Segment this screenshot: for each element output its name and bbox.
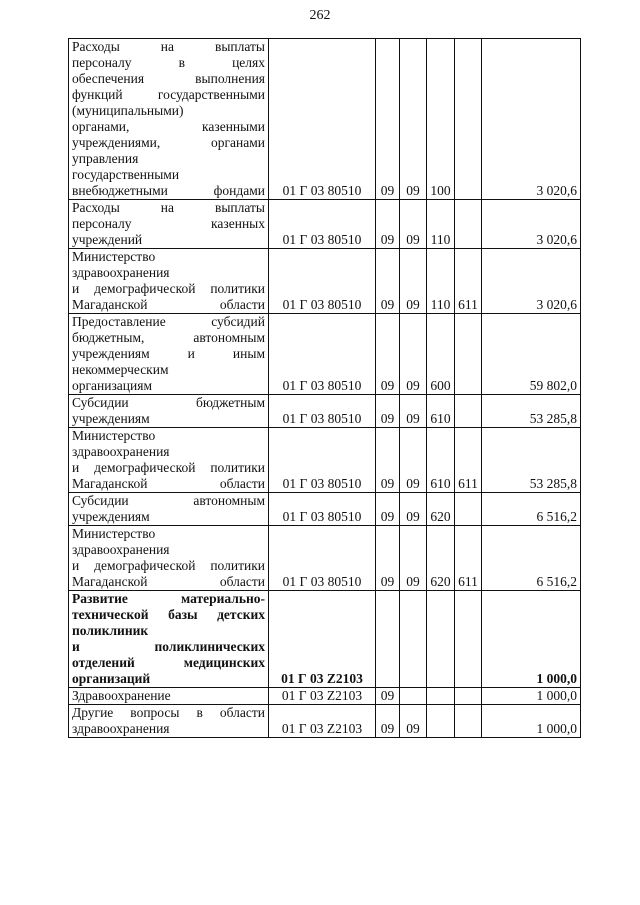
row-name-line: Министерство: [72, 249, 156, 264]
section-code: 09: [376, 39, 400, 200]
row-name-line: организациям: [72, 378, 153, 393]
expense-type-code: [427, 705, 455, 738]
target-article-code: 01 Г 03 Z2103: [269, 688, 376, 705]
row-name-line: некоммерческим: [72, 362, 169, 377]
target-article-code: 01 Г 03 80510: [269, 200, 376, 249]
target-article-code: 01 Г 03 80510: [269, 39, 376, 200]
administrator-code: 611: [455, 526, 482, 591]
subsection-code: 09: [400, 39, 427, 200]
target-article-code: 01 Г 03 80510: [269, 526, 376, 591]
row-name-line: учреждениями, органами: [72, 135, 265, 150]
row-name: [69, 314, 269, 395]
table-row: [69, 39, 581, 200]
row-name-line: функций государственными: [72, 87, 265, 102]
section-code: 09: [376, 705, 400, 738]
row-name-line: Субсидии бюджетным: [72, 395, 265, 410]
administrator-code: [455, 688, 482, 705]
expense-type-code: 620: [427, 493, 455, 526]
row-name-line: Министерство: [72, 526, 156, 541]
row-name-line: Предоставление субсидий: [72, 314, 265, 329]
row-name: [69, 428, 269, 493]
subsection-code: 09: [400, 493, 427, 526]
table-row: [69, 591, 581, 688]
target-article-code: 01 Г 03 80510: [269, 249, 376, 314]
row-name-line: и демографической политики: [72, 460, 265, 475]
amount-value: 3 020,6: [482, 249, 581, 314]
row-name: [69, 39, 269, 200]
administrator-code: 611: [455, 249, 482, 314]
subsection-code: 09: [400, 314, 427, 395]
row-name-line: персоналу казенных: [72, 216, 265, 231]
row-name: [69, 688, 269, 705]
row-name-line: Субсидии автономным: [72, 493, 265, 508]
row-name-line: и демографической политики: [72, 281, 265, 296]
page-number: 262: [309, 8, 331, 23]
row-name-line: и поликлинических: [72, 639, 265, 654]
row-name-line: здравоохранения: [72, 444, 170, 459]
table-row: [69, 705, 581, 738]
row-name-line: технической базы детских: [72, 607, 265, 622]
row-name: [69, 493, 269, 526]
row-name-line: Магаданской области: [72, 574, 265, 589]
row-name-line: отделений медицинских: [72, 655, 265, 670]
amount-value: 53 285,8: [482, 395, 581, 428]
row-name-line: обеспечения выполнения: [72, 71, 265, 86]
row-name: [69, 249, 269, 314]
row-name-line: управления: [72, 151, 139, 166]
table-row: [69, 200, 581, 249]
row-name-line: Магаданской области: [72, 476, 265, 491]
expense-type-code: [427, 591, 455, 688]
row-name-line: (муниципальными): [72, 103, 184, 118]
administrator-code: [455, 314, 482, 395]
expense-type-code: [427, 688, 455, 705]
section-code: 09: [376, 493, 400, 526]
row-name-line: персоналу в целях: [72, 55, 265, 70]
table-row: [69, 493, 581, 526]
amount-value: 59 802,0: [482, 314, 581, 395]
table-row: [69, 249, 581, 314]
target-article-code: 01 Г 03 80510: [269, 395, 376, 428]
table-row: [69, 526, 581, 591]
row-name-line: бюджетным, автономным: [72, 330, 265, 345]
amount-value: 3 020,6: [482, 200, 581, 249]
row-name: [69, 200, 269, 249]
row-name-line: Здравоохранение: [72, 688, 171, 703]
subsection-code: [400, 688, 427, 705]
row-name-line: Министерство: [72, 428, 156, 443]
row-name-line: учреждениям: [72, 411, 150, 426]
expense-type-code: 620: [427, 526, 455, 591]
row-name-line: учреждениям и иным: [72, 346, 265, 361]
administrator-code: [455, 493, 482, 526]
row-name-line: организаций: [72, 671, 151, 686]
budget-table: [68, 38, 581, 738]
row-name: [69, 591, 269, 688]
section-code: 09: [376, 395, 400, 428]
administrator-code: 611: [455, 428, 482, 493]
row-name: [69, 395, 269, 428]
row-name-line: поликлиник: [72, 623, 149, 638]
section-code: 09: [376, 249, 400, 314]
section-code: 09: [376, 314, 400, 395]
subsection-code: 09: [400, 428, 427, 493]
administrator-code: [455, 705, 482, 738]
administrator-code: [455, 200, 482, 249]
amount-value: 1 000,0: [482, 688, 581, 705]
expense-type-code: 610: [427, 428, 455, 493]
row-name-line: Другие вопросы в области: [72, 705, 265, 720]
row-name-line: внебюджетными фондами: [72, 183, 265, 198]
row-name: [69, 705, 269, 738]
section-code: 09: [376, 428, 400, 493]
row-name-line: и демографической политики: [72, 558, 265, 573]
target-article-code: 01 Г 03 80510: [269, 314, 376, 395]
table-row: [69, 314, 581, 395]
row-name-line: органами, казенными: [72, 119, 265, 134]
row-name-line: учреждениям: [72, 509, 150, 524]
administrator-code: [455, 395, 482, 428]
target-article-code: 01 Г 03 80510: [269, 493, 376, 526]
expense-type-code: 610: [427, 395, 455, 428]
row-name-line: Расходы на выплаты: [72, 200, 265, 215]
expense-type-code: 600: [427, 314, 455, 395]
administrator-code: [455, 39, 482, 200]
administrator-code: [455, 591, 482, 688]
subsection-code: 09: [400, 395, 427, 428]
target-article-code: 01 Г 03 Z2103: [269, 591, 376, 688]
row-name-line: Расходы на выплаты: [72, 39, 265, 54]
section-code: 09: [376, 200, 400, 249]
amount-value: 3 020,6: [482, 39, 581, 200]
table-row: [69, 688, 581, 705]
amount-value: 6 516,2: [482, 526, 581, 591]
subsection-code: 09: [400, 526, 427, 591]
row-name-line: Магаданской области: [72, 297, 265, 312]
table-body: [69, 39, 581, 738]
amount-value: 1 000,0: [482, 591, 581, 688]
expense-type-code: 110: [427, 200, 455, 249]
table-row: [69, 428, 581, 493]
row-name-line: Развитие материально-: [72, 591, 265, 606]
subsection-code: 09: [400, 249, 427, 314]
target-article-code: 01 Г 03 80510: [269, 428, 376, 493]
subsection-code: 09: [400, 200, 427, 249]
target-article-code: 01 Г 03 Z2103: [269, 705, 376, 738]
subsection-code: [400, 591, 427, 688]
section-code: [376, 591, 400, 688]
amount-value: 1 000,0: [482, 705, 581, 738]
row-name-line: государственными: [72, 167, 180, 182]
table-row: [69, 395, 581, 428]
row-name: [69, 526, 269, 591]
section-code: 09: [376, 526, 400, 591]
expense-type-code: 100: [427, 39, 455, 200]
row-name-line: здравоохранения: [72, 542, 170, 557]
row-name-line: здравоохранения: [72, 265, 170, 280]
row-name-line: здравоохранения: [72, 721, 170, 736]
amount-value: 6 516,2: [482, 493, 581, 526]
section-code: 09: [376, 688, 400, 705]
expense-type-code: 110: [427, 249, 455, 314]
amount-value: 53 285,8: [482, 428, 581, 493]
subsection-code: 09: [400, 705, 427, 738]
row-name-line: учреждений: [72, 232, 143, 247]
